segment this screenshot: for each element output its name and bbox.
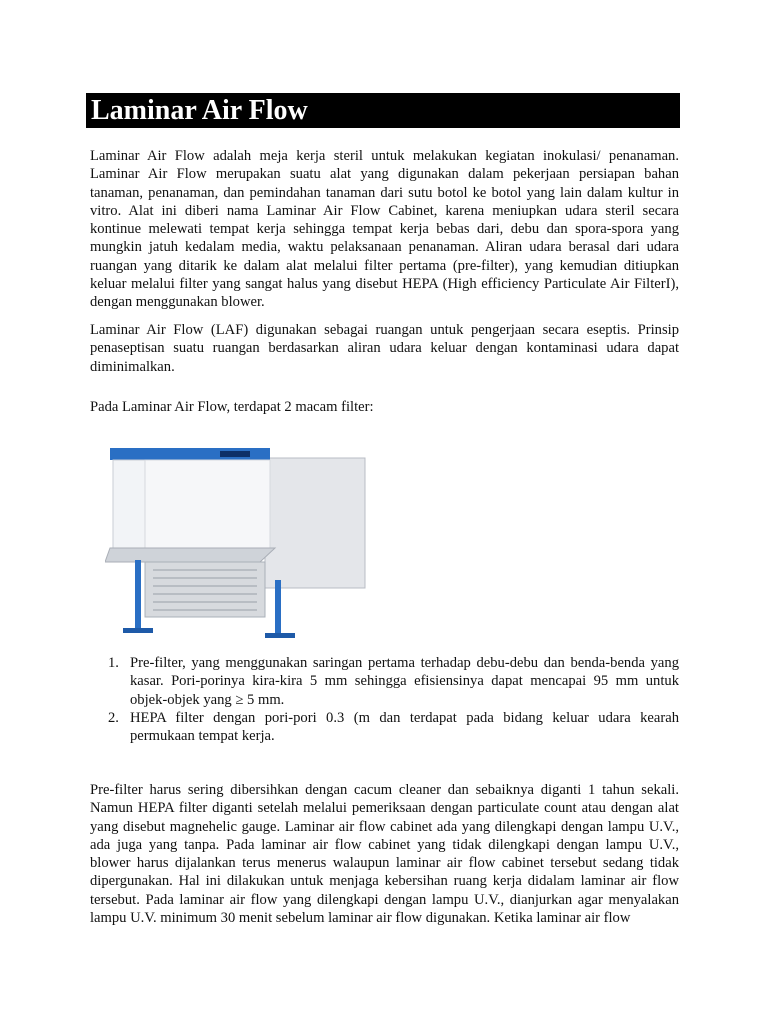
list-item: [108, 654, 679, 709]
text-line: dengan menggunakan blower.: [90, 294, 265, 311]
paragraph-laf-principle: [90, 321, 679, 376]
paragraph-filter-intro: [90, 398, 679, 416]
text-line: Pre-filter, yang menggunakan saringan pertama terhadap debu-debu dan benda-benda yang: [130, 655, 679, 671]
laminar-air-flow-cabinet-image: [105, 440, 400, 645]
text-line: dipergunakan. Hal ini dilakukan untuk menjaga kebersihan ruang kerja didalam laminar air flow: [90, 873, 679, 890]
list-item: [108, 709, 679, 746]
text-line: Pre-filter harus sering dibersihkan dengan cacum cleaner dan sebaiknya diganti 1 tahun sekali.: [90, 782, 679, 798]
text-line: kontinue melewati tempat kerja sehingga tempat kerja bebas dari, debu dan spora-spora yang: [90, 221, 679, 238]
text-line: Laminar Air Flow merupakan suatu alat yang digunakan dalam pekerjaan persiapan bahan: [90, 166, 679, 183]
text-line: Laminar Air Flow adalah meja kerja steril untuk melakukan kegiatan inokulasi/ penanaman.: [90, 148, 679, 164]
text-line: HEPA filter dengan pori-pori 0.3 (m dan terdapat pada bidang keluar udara kearah: [130, 709, 679, 726]
text-line: keluar melalui filter yang sangat halus yang disebut HEPA (High efficiency Particulate Air FilterI),: [90, 276, 679, 293]
text-line: vitro. Alat ini diberi nama Laminar Air Flow Cabinet, karena meniupkan udara steril secara: [90, 202, 679, 219]
text-line: Namun HEPA filter diganti setelah melalui pemeriksaan dengan particulate count atau dengan alat: [90, 800, 679, 817]
text-line: ada juga yang tanpa. Pada laminar air flow cabinet yang tidak dilengkapi dengan lampu U.V.,: [90, 836, 679, 853]
text-line: mungkin jatuh kedalam media, waktu pelaksanaan penanaman. Aliran udara berasal dari udara: [90, 239, 679, 256]
text-line: ruangan yang ditarik ke dalam alat melalui filter pertama (pre-filter), yang kemudian ditiupkan: [90, 257, 679, 274]
filter-list: [108, 654, 679, 745]
title-bar: [86, 93, 680, 128]
text-line: permukaan tempat kerja.: [130, 728, 275, 745]
paragraph-maintenance: [90, 781, 679, 927]
text-line: lampu U.V. minimum 30 menit sebelum laminar air flow digunakan. Ketika laminar air flow: [90, 910, 631, 927]
text-line: diminimalkan.: [90, 358, 175, 375]
list-number: 2.: [108, 709, 119, 726]
text-line: Laminar Air Flow (LAF) digunakan sebagai ruangan untuk pengerjaan secara eseptis. Prinsip: [90, 322, 679, 338]
text-line: objek-objek yang ≥ 5 mm.: [130, 691, 285, 708]
text-line: penaseptisan suatu ruangan berdasarkan aliran udara keluar dengan kontaminasi udara dapat: [90, 340, 679, 357]
page-title: Laminar Air Flow: [91, 95, 308, 126]
list-number: 1.: [108, 655, 119, 671]
text-line: tersebut. Pada laminar air flow yang dilengkapi dengan lampu U.V., dianjurkan agar menyalakan: [90, 891, 679, 908]
text-line: yang disebut magnehelic gauge. Laminar air flow cabinet ada yang dilengkapi dengan lampu U.V.,: [90, 818, 679, 835]
text-line: Pada Laminar Air Flow, terdapat 2 macam filter:: [90, 399, 374, 415]
paragraph-intro: [90, 147, 679, 312]
text-line: blower harus dijalankan terus menerus walaupun laminar air flow cabinet tersebut sedang tidak: [90, 855, 679, 872]
text-line: kasar. Pori-porinya kira-kira 5 mm sehingga efisiensinya dapat mencapai 95 mm untuk: [130, 673, 679, 690]
text-line: tanaman, penanaman, dan pemindahan tanaman dari sutu botol ke botol yang lain dalam kultur in: [90, 184, 679, 201]
